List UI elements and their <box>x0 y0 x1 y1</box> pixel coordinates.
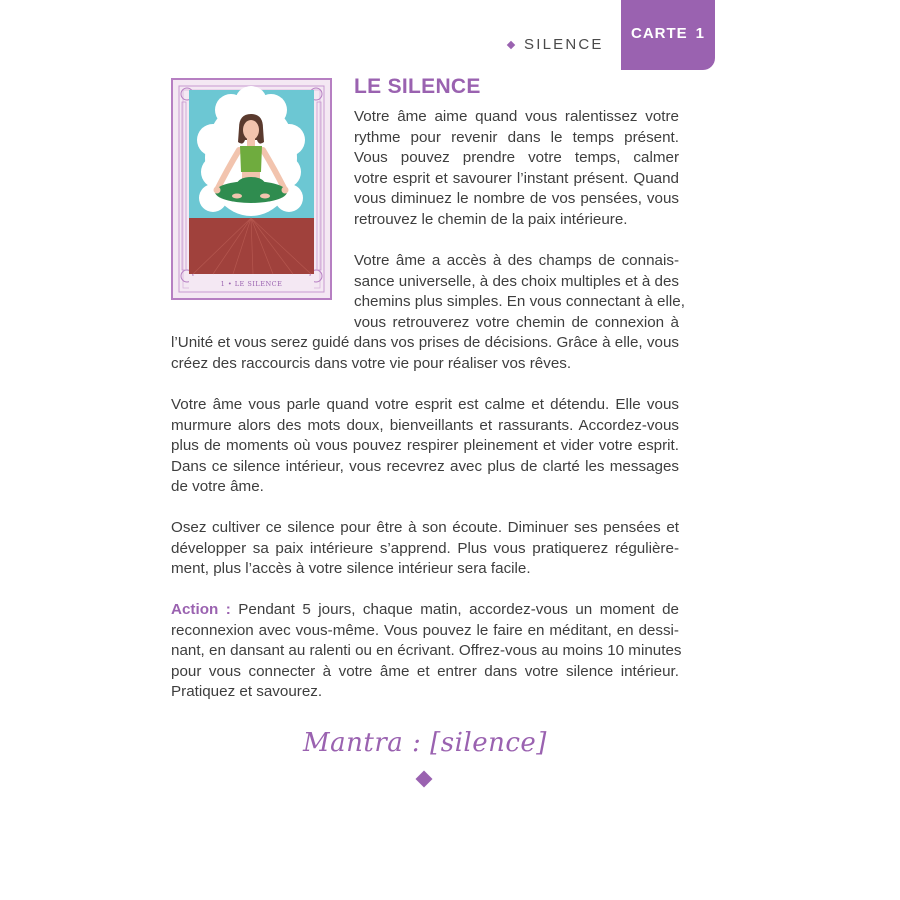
p2-line: l’Unité et vous serez guidé dans vos prises de décisions. Grâce à elle, vous <box>171 334 679 351</box>
p3-line: murmure alors des mots doux, bienveillants et rassurants. Accordez-vous <box>171 416 679 434</box>
p1-line: Votre âme aime quand vous ralentissez votre <box>354 108 679 125</box>
paragraph-3 <box>171 395 679 498</box>
p1-line: retrouvez le chemin de la paix intérieure. <box>354 210 628 228</box>
p4-line: développer sa paix intérieure s’apprend. Plus vous pratiquerez régulière- <box>171 539 679 557</box>
card-caption: 1 • LE SILENCE <box>220 280 283 288</box>
p4-line: ment, plus l’accès à votre silence intérieur sera facile. <box>171 560 531 578</box>
action-paragraph <box>171 600 682 703</box>
p3-line: Dans ce silence intérieur, vous recevrez avec plus de clarté les messages <box>171 457 679 475</box>
p1-line: vous diminuez le nombre de vos pensées, vous <box>354 190 679 208</box>
p4-line: Osez cultiver ce silence pour être à son écoute. Diminuer ses pensées et <box>171 519 679 536</box>
card-tab-word: CARTE <box>630 24 688 42</box>
running-header <box>508 36 604 53</box>
p1-line: votre esprit et savourer l’instant présent. Quand <box>354 169 679 187</box>
p1-line: Vous pouvez prendre votre temps, calmer <box>354 149 679 167</box>
paragraph-4 <box>171 518 679 580</box>
p3-line: plus de moments où vous pouvez respirer pleinement et vider votre esprit. <box>171 437 679 455</box>
p2-line: chemins plus simples. En vous connectant à elle, <box>354 293 685 311</box>
p2-line: vous retrouverez votre chemin de connexion à <box>354 313 679 331</box>
paragraph-1 <box>354 107 679 231</box>
p2-line: créez des raccourcis dans votre vie pour réaliser vos rêves. <box>171 354 572 372</box>
action-label: Action : <box>171 601 231 618</box>
diamond-bullet-icon <box>507 40 515 48</box>
mantra: Mantra : [silence] <box>303 728 547 758</box>
card-tab-number: 1 <box>695 24 705 42</box>
action-line: reconnexion avec vous-même. Vous pouvez le faire en méditant, en dessi- <box>171 621 679 639</box>
action-line: nant, en dansant au ralenti ou en écrivant. Offrez-vous au moins 10 minutes <box>171 642 682 660</box>
p3-line: Votre âme vous parle quand votre esprit est calme et détendu. Elle vous <box>171 396 679 413</box>
page-title: LE SILENCE <box>354 75 481 98</box>
end-diamond-icon <box>416 771 433 788</box>
meditation-figure-icon <box>173 80 330 298</box>
action-line: pour vous connecter à votre âme et entrer dans votre silence intérieur. <box>171 662 679 680</box>
action-line: Pratiquez et savourez. <box>171 683 323 701</box>
card-number-tab <box>621 0 715 70</box>
p1-line: rythme pour revenir dans le temps présent. <box>354 128 679 146</box>
p2-line: Votre âme a accès à des champs de connais- <box>354 252 679 269</box>
p2-line: sance universelle, à des choix multiples et à des <box>354 272 680 290</box>
paragraph-2-wide <box>171 333 679 374</box>
action-first-text: Pendant 5 jours, chaque matin, accordez-vous un moment de <box>238 601 679 618</box>
section-label: SILENCE <box>524 36 604 53</box>
action-first-line <box>171 600 679 621</box>
p3-line: de votre âme. <box>171 478 264 496</box>
oracle-card-illustration <box>171 78 332 300</box>
paragraph-2-narrow <box>354 251 685 333</box>
